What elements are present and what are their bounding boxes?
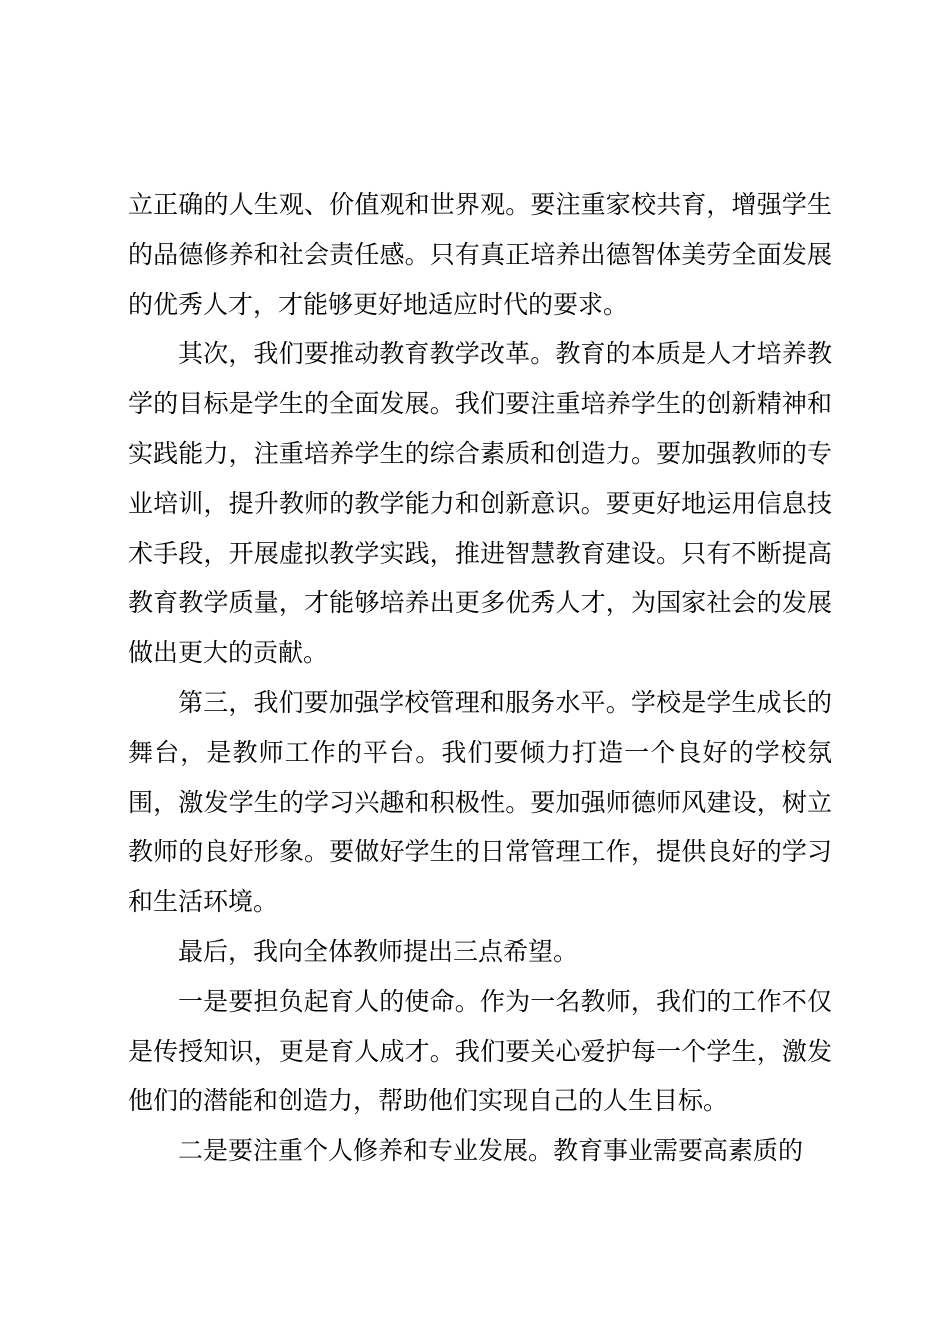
paragraph-second-point: 其次，我们要推动教育教学改革。教育的本质是人才培养教学的目标是学生的全面发展。我们要注重培养学生的创新精神和实践能力，注重培养学生的综合素质和创造力。要加强教师的专业培训，提升教师的教学能力和创新意识。要更好地运用信息技术手段，开展虚拟教学实践，推进智慧教育建设。只有不断提高教育教学质量，才能够培养出更多优秀人才，为国家社会的发展做出更大的贡献。 — [128, 339, 832, 668]
paragraph-third-point: 第三，我们要加强学校管理和服务水平。学校是学生成长的舞台，是教师工作的平台。我们要倾力打造一个良好的学校氛围，激发学生的学习兴趣和积极性。要加强师德师风建设，树立教师的良好形象。要做好学生的日常管理工作，提供良好的学习和生活环境。 — [128, 687, 832, 917]
paragraph-continuation: 立正确的人生观、价值观和世界观。要注重家校共育，增强学生的品德修养和社会责任感。只有真正培养出德智体美劳全面发展的优秀人才，才能够更好地适应时代的要求。 — [128, 190, 832, 319]
paragraph-hope-two: 二是要注重个人修养和专业发展。教育事业需要高素质的 — [178, 1136, 804, 1166]
paragraph-hope-one: 一是要担负起育人的使命。作为一名教师，我们的工作不仅是传授知识，更是育人成才。我们要关心爱护每一个学生，激发他们的潜能和创造力，帮助他们实现自己的人生目标。 — [128, 986, 832, 1116]
paragraph-final-hopes: 最后，我向全体教师提出三点希望。 — [178, 936, 579, 966]
document-page — [128, 180, 832, 1176]
